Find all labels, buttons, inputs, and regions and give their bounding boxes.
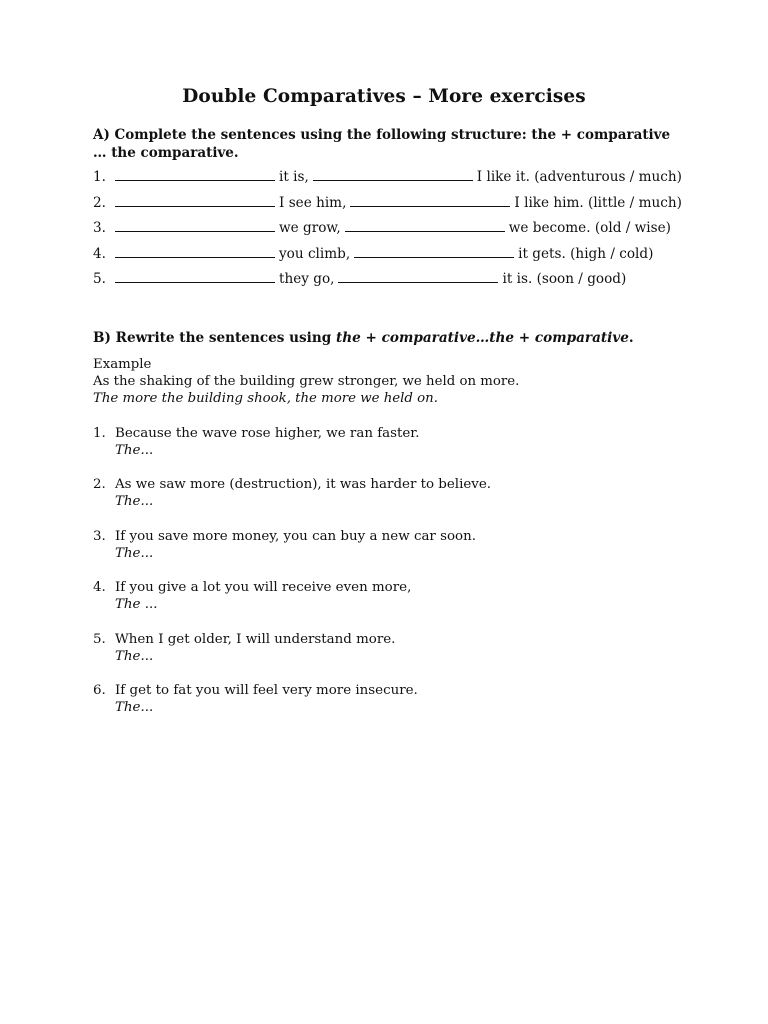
- fill-item: [93, 219, 693, 245]
- section-b-list: [93, 425, 693, 733]
- fill-item: [93, 168, 693, 194]
- item-sentence: When I get older, I will understand more.: [115, 631, 396, 647]
- example-answer: The more the building shook, the more we held on.: [93, 391, 438, 406]
- example-label: Example: [93, 357, 152, 372]
- answer-prompt[interactable]: The...: [115, 443, 154, 458]
- item-number: 3.: [93, 220, 106, 237]
- item-number: 5.: [93, 631, 106, 647]
- page-title: Double Comparatives – More exercises: [182, 86, 586, 107]
- item-number: 4.: [93, 245, 106, 262]
- answer-blank[interactable]: [115, 194, 275, 207]
- answer-blank[interactable]: [338, 270, 498, 283]
- section-b-heading-prefix: B) Rewrite the sentences using: [93, 330, 336, 346]
- answer-blank[interactable]: [115, 219, 275, 232]
- item-sentence: If you save more money, you can buy a new car soon.: [115, 528, 476, 544]
- item-text: it is. (soon / good): [502, 271, 627, 288]
- answer-prompt[interactable]: The...: [115, 545, 154, 561]
- item-text: it gets. (high / cold): [518, 245, 654, 262]
- rewrite-item: [93, 682, 693, 733]
- item-number: 3.: [93, 528, 106, 544]
- item-number: 2.: [93, 477, 106, 493]
- section-b-heading: [93, 330, 634, 346]
- item-number: 6.: [93, 682, 106, 698]
- fill-item: [93, 194, 693, 220]
- item-text: they go,: [279, 271, 335, 288]
- answer-blank[interactable]: [115, 270, 275, 283]
- answer-prompt[interactable]: The...: [115, 494, 154, 510]
- section-b-heading-structure: the + comparative…the + comparative: [335, 330, 629, 346]
- item-sentence: If get to fat you will feel very more insecure.: [115, 682, 418, 698]
- answer-prompt[interactable]: The...: [115, 699, 154, 715]
- answer-blank[interactable]: [350, 194, 510, 207]
- item-text: I like him. (little / much): [514, 194, 682, 211]
- fill-item: [93, 270, 693, 296]
- item-text: I like it. (adventurous / much): [476, 169, 682, 185]
- answer-prompt[interactable]: The...: [115, 648, 154, 664]
- item-number: 1.: [93, 169, 106, 185]
- item-sentence: As we saw more (destruction), it was harder to believe.: [115, 477, 492, 493]
- item-number: 5.: [93, 271, 106, 288]
- item-text: I see him,: [279, 194, 347, 211]
- rewrite-item: [93, 476, 693, 527]
- answer-blank[interactable]: [115, 245, 275, 258]
- example-sentence: As the shaking of the building grew stronger, we held on more.: [93, 374, 520, 389]
- answer-blank[interactable]: [115, 168, 275, 181]
- rewrite-item: [93, 631, 693, 682]
- section-b-heading-suffix: .: [628, 330, 634, 346]
- item-text: we grow,: [279, 220, 341, 237]
- fill-item: [93, 245, 693, 271]
- section-a-heading: A) Complete the sentences using the following structure: the + comparative … the comparative.: [93, 127, 671, 161]
- item-text: you climb,: [279, 245, 351, 262]
- answer-prompt[interactable]: The ...: [115, 597, 158, 613]
- example-block: [93, 356, 519, 407]
- answer-blank[interactable]: [354, 245, 514, 258]
- item-number: 2.: [93, 194, 106, 211]
- answer-blank[interactable]: [313, 168, 473, 181]
- item-text: we become. (old / wise): [508, 220, 671, 237]
- rewrite-item: [93, 425, 693, 476]
- item-sentence: Because the wave rose higher, we ran faster.: [115, 426, 420, 441]
- section-a-list: [93, 168, 693, 296]
- rewrite-item: [93, 579, 693, 630]
- answer-blank[interactable]: [345, 219, 505, 232]
- item-number: 4.: [93, 580, 106, 596]
- item-text: it is,: [279, 169, 309, 185]
- item-number: 1.: [93, 426, 106, 441]
- item-sentence: If you give a lot you will receive even more,: [115, 580, 412, 596]
- rewrite-item: [93, 528, 693, 579]
